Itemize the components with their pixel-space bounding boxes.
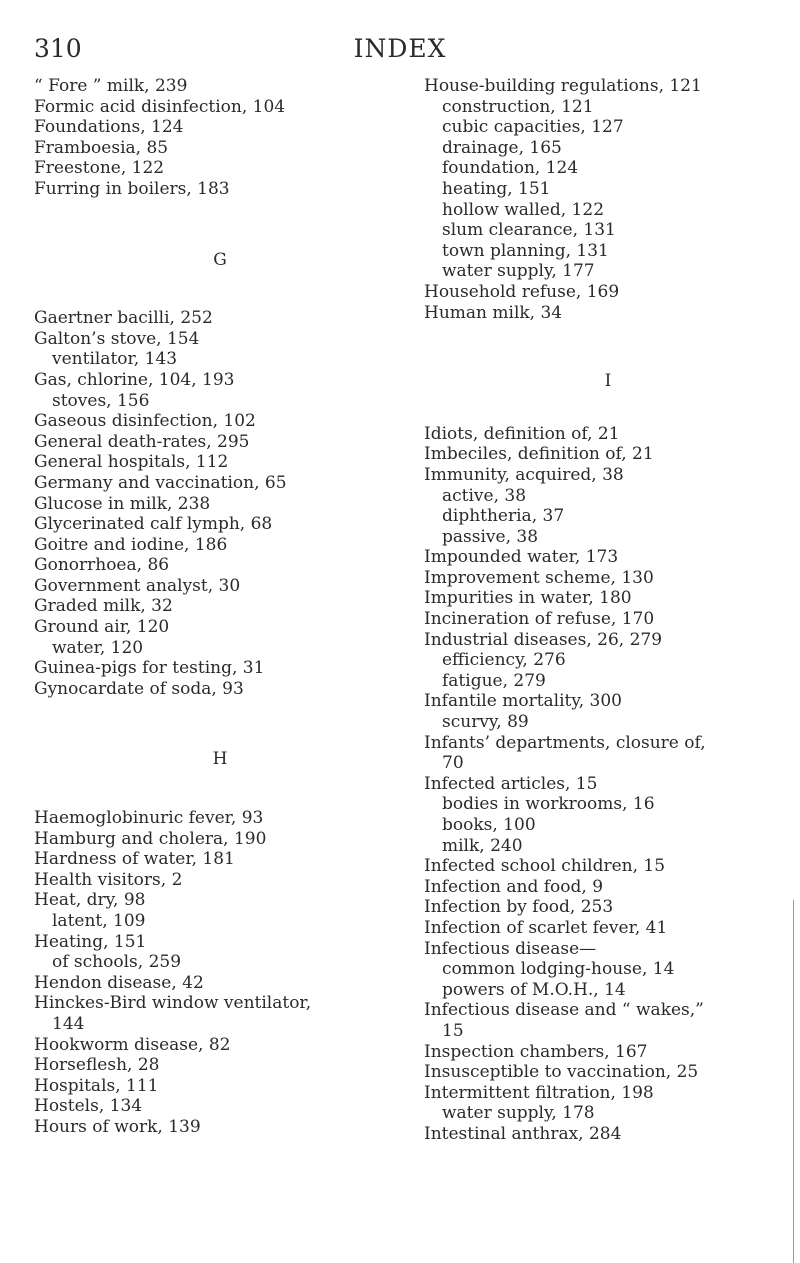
index-entry: Gaertner bacilli, 252 — [34, 308, 213, 329]
index-entry: Improvement scheme, 130 — [424, 567, 654, 588]
index-entry: Infectious disease— — [424, 938, 597, 959]
index-entry: Gynocardate of soda, 93 — [34, 678, 244, 699]
index-subentry: bodies in workrooms, 16 — [442, 794, 655, 815]
index-entry: Infection of scarlet fever, 41 — [424, 917, 668, 938]
index-entry: Graded milk, 32 — [34, 596, 173, 617]
index-entry: Freestone, 122 — [34, 158, 165, 179]
index-subentry: foundation, 124 — [442, 158, 579, 179]
index-entry: Formic acid disinfection, 104 — [34, 96, 286, 117]
index-entry: Household refuse, 169 — [424, 281, 620, 302]
index-entry: Horseflesh, 28 — [34, 1055, 160, 1076]
index-entry: Gonorrhoea, 86 — [34, 555, 170, 576]
index-entry: Guinea-pigs for testing, 31 — [34, 658, 265, 679]
index-entry: Industrial diseases, 26, 279 — [424, 629, 663, 650]
index-entry: Glycerinated calf lymph, 68 — [34, 514, 273, 535]
index-entry: General hospitals, 112 — [34, 452, 229, 473]
index-subentry: ventilator, 143 — [52, 349, 178, 370]
index-entry: Impurities in water, 180 — [424, 588, 632, 609]
index-subentry: hollow walled, 122 — [442, 199, 605, 220]
index-subentry: efficiency, 276 — [442, 650, 566, 671]
index-entry: Infants’ departments, closure of, — [424, 732, 706, 753]
index-subentry: scurvy, 89 — [442, 712, 529, 733]
index-entry: Heat, dry, 98 — [34, 890, 146, 911]
index-subentry: common lodging-house, 14 — [442, 959, 675, 980]
index-entry: Idiots, definition of, 21 — [424, 423, 620, 444]
index-entry: Infection by food, 253 — [424, 897, 614, 918]
index-subentry: water supply, 177 — [442, 261, 595, 282]
index-entry: Hours of work, 139 — [34, 1116, 201, 1137]
index-entry: House-building regulations, 121 — [424, 76, 702, 96]
index-entry: Furring in boilers, 183 — [34, 178, 230, 199]
index-entry: 144 — [52, 1013, 85, 1034]
index-entry: Hamburg and cholera, 190 — [34, 828, 267, 849]
page-edge-line — [793, 900, 794, 1263]
page-title: INDEX — [353, 34, 447, 63]
index-entry: Gaseous disinfection, 102 — [34, 411, 256, 432]
index-entry: Hendon disease, 42 — [34, 972, 204, 993]
index-entry: Insusceptible to vaccination, 25 — [424, 1062, 699, 1083]
index-entry: Impounded water, 173 — [424, 547, 619, 568]
index-entry: Immunity, acquired, 38 — [424, 464, 624, 485]
page-number: 310 — [34, 34, 82, 63]
index-column-right — [424, 76, 792, 1145]
index-subentry: cubic capacities, 127 — [442, 117, 624, 138]
index-entry: Gas, chlorine, 104, 193 — [34, 369, 235, 390]
index-subentry: stoves, 156 — [52, 390, 150, 411]
index-entry: Hostels, 134 — [34, 1096, 143, 1117]
index-entry: Glucose in milk, 238 — [34, 493, 211, 514]
index-entry: Heating, 151 — [34, 931, 147, 952]
index-entry: Hinckes-Bird window ventilator, — [34, 993, 312, 1014]
index-subentry: passive, 38 — [442, 526, 539, 547]
section-letter-heading: G — [213, 249, 227, 270]
index-entry: Infection and food, 9 — [424, 876, 604, 897]
index-entry: Imbeciles, definition of, 21 — [424, 444, 654, 465]
index-subentry: powers of M.O.H., 14 — [442, 979, 626, 1000]
index-entry: Government analyst, 30 — [34, 575, 241, 596]
index-entry: Foundations, 124 — [34, 117, 184, 138]
section-letter-heading: H — [212, 749, 228, 770]
index-entry: Galton’s stove, 154 — [34, 328, 200, 349]
index-subentry: drainage, 165 — [442, 137, 562, 158]
index-subentry: water supply, 178 — [442, 1103, 595, 1124]
index-entry: General death-rates, 295 — [34, 431, 250, 452]
section-letter-heading: I — [604, 371, 612, 392]
index-subentry: latent, 109 — [52, 911, 146, 931]
index-column-left — [34, 76, 406, 1138]
index-subentry: diphtheria, 37 — [442, 506, 565, 527]
index-entry: Intermittent filtration, 198 — [424, 1082, 654, 1103]
index-entry: “ Fore ” milk, 239 — [34, 76, 188, 96]
index-entry: Infectious disease and “ wakes,” — [424, 1000, 704, 1021]
index-entry: Framboesia, 85 — [34, 137, 169, 158]
index-entry: Haemoglobinuric fever, 93 — [34, 808, 264, 829]
index-entry: Germany and vaccination, 65 — [34, 472, 287, 493]
index-subentry: slum clearance, 131 — [442, 220, 616, 241]
index-subentry: active, 38 — [442, 485, 527, 506]
index-entry: Goitre and iodine, 186 — [34, 534, 228, 555]
index-entry: Infected articles, 15 — [424, 773, 598, 794]
index-entry: Infected school children, 15 — [424, 856, 666, 877]
index-subentry: books, 100 — [442, 815, 536, 835]
index-subentry: construction, 121 — [442, 96, 594, 117]
index-subentry: town planning, 131 — [442, 240, 609, 261]
index-subentry: heating, 151 — [442, 178, 551, 199]
index-subentry: milk, 240 — [442, 835, 523, 856]
index-entry: Infantile mortality, 300 — [424, 691, 622, 712]
index-entry: Human milk, 34 — [424, 302, 563, 323]
index-entry: Intestinal anthrax, 284 — [424, 1123, 622, 1144]
index-entry: Hardness of water, 181 — [34, 849, 235, 870]
index-entry: Hookworm disease, 82 — [34, 1034, 231, 1055]
index-entry: Hospitals, 111 — [34, 1075, 159, 1096]
index-entry: 15 — [442, 1020, 464, 1041]
index-entry: 70 — [442, 753, 464, 774]
index-subentry: of schools, 259 — [52, 952, 182, 973]
index-entry: Health visitors, 2 — [34, 869, 183, 890]
index-entry: Inspection chambers, 167 — [424, 1041, 648, 1062]
index-entry: Incineration of refuse, 170 — [424, 609, 655, 630]
index-subentry: fatigue, 279 — [442, 670, 546, 691]
index-entry: Ground air, 120 — [34, 617, 170, 638]
index-subentry: water, 120 — [52, 637, 144, 658]
